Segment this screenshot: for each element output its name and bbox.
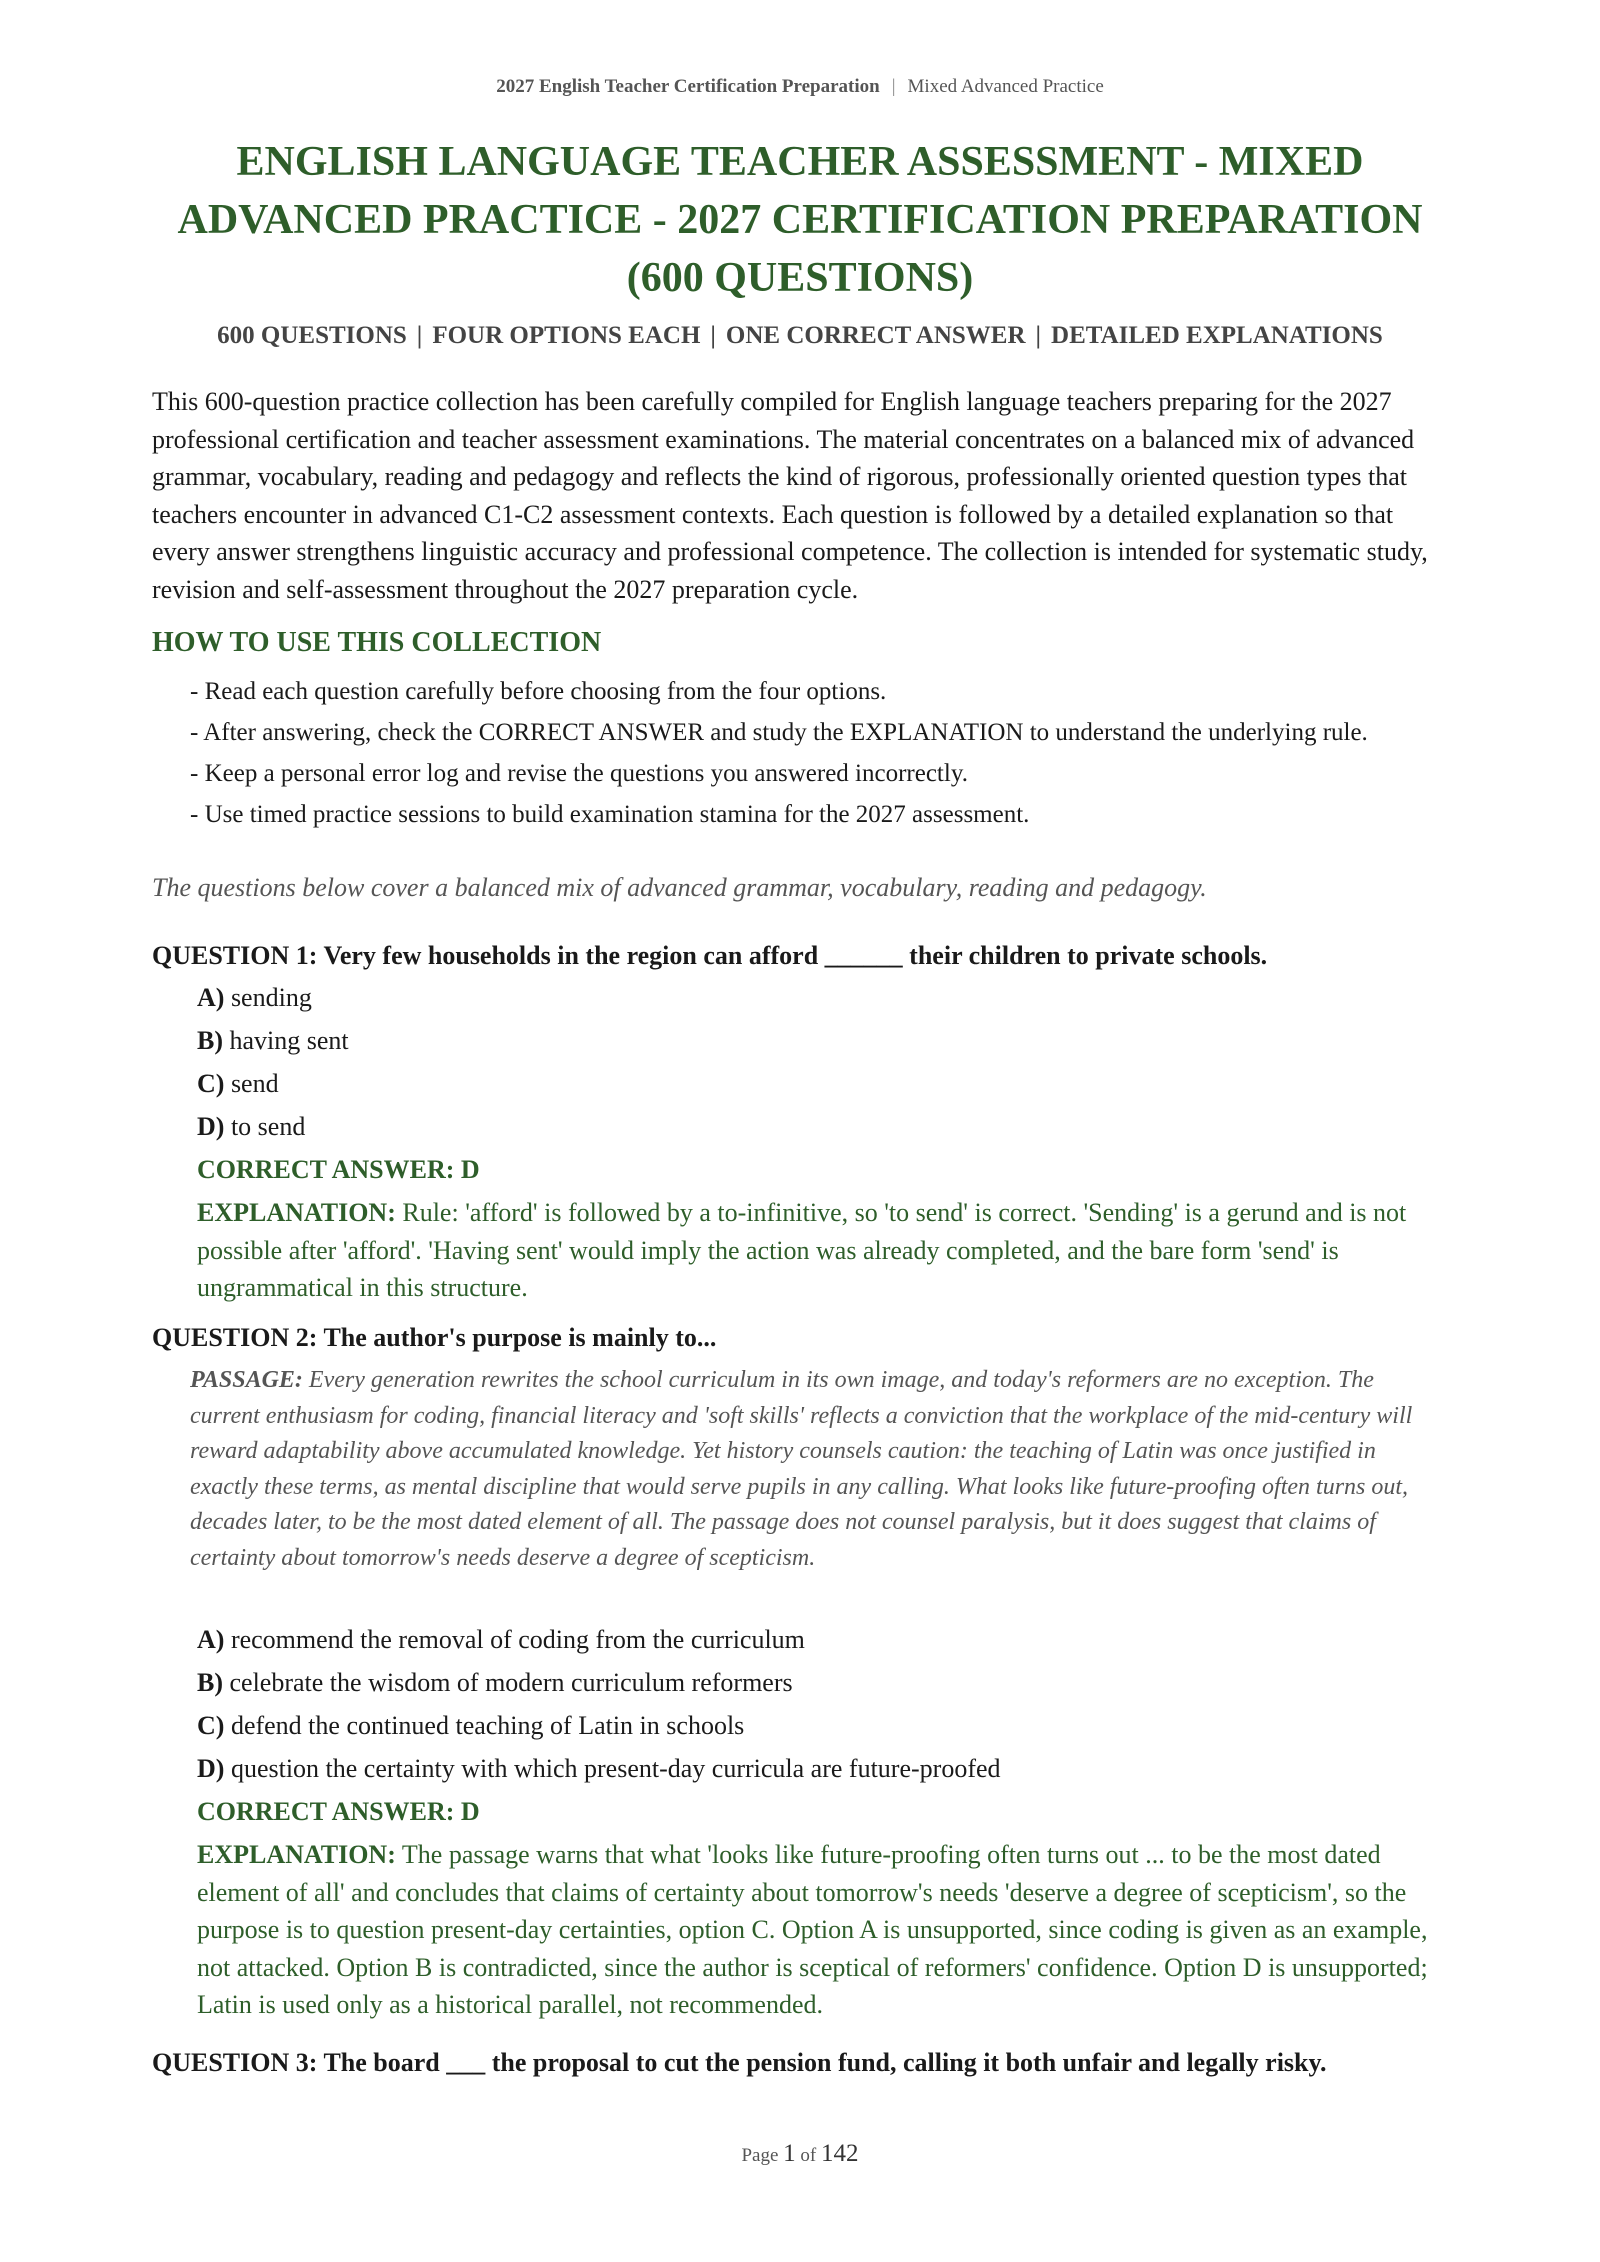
explanation-label: EXPLANATION:: [197, 1198, 396, 1227]
question-1-option-a: [197, 983, 312, 1013]
question-2-option-c: [197, 1711, 744, 1741]
question-2-passage: [190, 1363, 1448, 1576]
question-1-option-d: [197, 1112, 305, 1142]
option-letter: C): [197, 1711, 225, 1740]
option-text: question the certainty with which present-day curricula are future-proofed: [230, 1754, 1001, 1783]
page-of: of: [800, 2145, 817, 2166]
question-2-option-a: [197, 1625, 805, 1655]
list-item: - Use timed practice sessions to build examination stamina for the 2027 assessment.: [190, 801, 1030, 828]
correct-answer-label: CORRECT ANSWER:: [197, 1155, 455, 1184]
correct-answer-value: D: [460, 1797, 480, 1826]
question-2-option-b: [197, 1668, 793, 1698]
document-subtitle: [152, 322, 1448, 350]
how-to-heading: HOW TO USE THIS COLLECTION: [152, 627, 602, 658]
option-text: celebrate the wisdom of modern curriculum reformers: [229, 1668, 793, 1697]
question-1-stem: QUESTION 1: Very few households in the region can afford ______ their children to private schools.: [152, 941, 1268, 970]
passage-label: PASSAGE:: [190, 1367, 303, 1393]
subtitle-item: ONE CORRECT ANSWER: [725, 322, 1026, 349]
document-title: ENGLISH LANGUAGE TEACHER ASSESSMENT - MIXED ADVANCED PRACTICE - 2027 CERTIFICATION PREPARATION (600 QUESTIONS): [177, 139, 1423, 301]
option-letter: C): [197, 1069, 225, 1098]
option-text: send: [230, 1069, 279, 1098]
subtitle-separator: |: [1035, 322, 1042, 349]
how-to-list: [190, 674, 1440, 838]
correct-answer-label: CORRECT ANSWER:: [197, 1797, 455, 1826]
subtitle-separator: |: [416, 322, 423, 349]
running-header: [0, 76, 1600, 98]
intro-paragraph: This 600-question practice collection has been carefully compiled for English language teachers preparing for the 2027 professional certification and teacher assessment examinations. The material concentrates on a balanced mix of advanced grammar, vocabulary, reading and pedagogy and reflects the kind of rigorous, professionally oriented question types that teachers encounter in advanced C1-C2 assessment contexts. Each question is followed by a detailed explanation so that every answer strengthens linguistic accuracy and professional competence. The collection is intended for systematic study, revision and self-assessment throughout the 2027 preparation cycle.: [152, 387, 1428, 604]
page-label: Page: [741, 2145, 779, 2166]
explanation-text: The passage warns that what 'looks like future-proofing often turns out ... to be the most dated element of all' and concludes that claims of certainty about tomorrow's needs 'deserve a degree of scepticism', so the purpose is to question present-day certainties, option C. Option A is unsupported, since coding is given as an example, not attacked. Option B is contradicted, since the author is sceptical of reformers' confidence. Option D is unsupported; Latin is used only as a historical parallel, not recommended.: [197, 1840, 1428, 2019]
question-1-option-c: [197, 1069, 279, 1099]
subtitle-item: DETAILED EXPLANATIONS: [1051, 322, 1383, 349]
collection-note: The questions below cover a balanced mix of advanced grammar, vocabulary, reading and pedagogy.: [152, 873, 1207, 902]
subtitle-separator: |: [710, 322, 716, 349]
option-text: recommend the removal of coding from the curriculum: [230, 1625, 805, 1654]
question-2-explanation: [197, 1836, 1447, 2024]
passage-text: Every generation rewrites the school curriculum in its own image, and today's reformers are no exception. The current enthusiasm for coding, financial literacy and 'soft skills' reflects a conviction that the workplace of the mid-century will reward adaptability above accumulated knowledge. Yet history counsels caution: the teaching of Latin was once justified in exactly these terms, as mental discipline that would serve pupils in any calling. What looks like future-proofing often turns out, decades later, to be the most dated element of all. The passage does not counsel paralysis, but it does suggest that claims of certainty about tomorrow's needs deserve a degree of scepticism.: [190, 1367, 1413, 1571]
subtitle-item: FOUR OPTIONS EACH: [432, 322, 701, 349]
list-item: - Read each question carefully before choosing from the four options.: [190, 678, 887, 705]
question-2-correct-answer: [197, 1797, 480, 1827]
option-text: to send: [230, 1112, 306, 1141]
option-text: defend the continued teaching of Latin in schools: [230, 1711, 745, 1740]
explanation-label: EXPLANATION:: [197, 1840, 396, 1869]
option-letter: B): [197, 1026, 223, 1055]
question-2-option-d: [197, 1754, 1001, 1784]
page-current: 1: [783, 2140, 796, 2167]
question-1-correct-answer: [197, 1155, 480, 1185]
page-footer: [0, 2140, 1600, 2168]
option-letter: A): [197, 983, 225, 1012]
list-item: - After answering, check the CORRECT ANSWER and study the EXPLANATION to understand the underlying rule.: [190, 719, 1368, 746]
question-3-stem: QUESTION 3: The board ___ the proposal to cut the pension fund, calling it both unfair and legally risky.: [152, 2048, 1327, 2077]
option-letter: D): [197, 1754, 225, 1783]
header-separator: |: [891, 76, 896, 97]
header-title: 2027 English Teacher Certification Preparation: [496, 76, 880, 97]
page-total: 142: [821, 2140, 859, 2167]
question-1-explanation: [197, 1194, 1447, 1307]
option-text: sending: [230, 983, 312, 1012]
question-2-stem: QUESTION 2: The author's purpose is mainly to...: [152, 1323, 717, 1352]
explanation-text: Rule: 'afford' is followed by a to-infinitive, so 'to send' is correct. 'Sending' is a gerund and is not possible after 'afford'. 'Having sent' would imply the action was already completed, and the bare form 'send' is ungrammatical in this structure.: [197, 1198, 1407, 1302]
correct-answer-value: D: [460, 1155, 480, 1184]
option-text: having sent: [229, 1026, 349, 1055]
option-letter: B): [197, 1668, 223, 1697]
question-1-option-b: [197, 1026, 349, 1056]
header-section: Mixed Advanced Practice: [907, 76, 1104, 97]
option-letter: A): [197, 1625, 225, 1654]
list-item: - Keep a personal error log and revise the questions you answered incorrectly.: [190, 760, 968, 787]
subtitle-item: 600 QUESTIONS: [217, 322, 407, 349]
option-letter: D): [197, 1112, 225, 1141]
